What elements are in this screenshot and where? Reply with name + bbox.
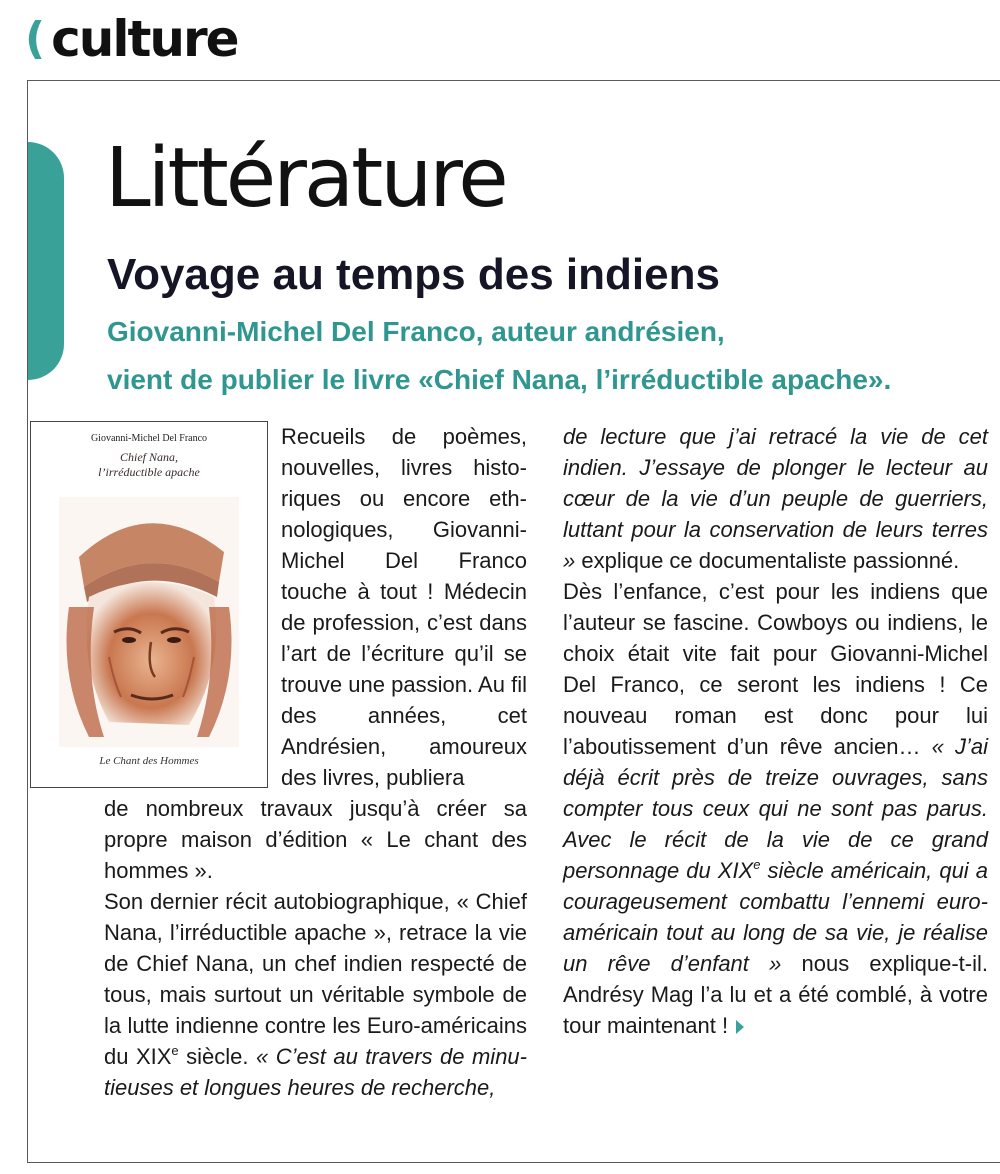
end-of-article-icon: [736, 1020, 744, 1034]
book-cover-author: Giovanni-Michel Del Franco: [90, 433, 208, 444]
body-column-1-top: Recueils de poèmes, nouvelles, livres historiques ou encore ethnologiques, Giovanni-Michel Del Franco touche à tout ! Médecin de profession, c’est dans l’art de l’écriture qu’il se trouve une passion. Au fil des années, cet Andrésien, amoureux des livres, publiera: [281, 424, 527, 790]
decorative-tab: [28, 142, 64, 380]
quote-text: de lecture que j’ai retracé la vie de cet indien. J’essaye de plonger le lecteur au cœur de la vie d’un peuple de guerriers, luttant pour la conservation de leurs terres »: [563, 424, 988, 573]
body-paragraph: de nombreux travaux jusqu’à créer sa propre maison d’édition « Le chant des hommes ».: [104, 796, 527, 883]
body-text: siècle.: [178, 1044, 256, 1069]
body-paragraph: [104, 886, 527, 1103]
book-cover-image: [30, 421, 268, 788]
body-text: explique ce documentaliste passionné.: [575, 548, 960, 573]
body-column-1-bottom: [104, 793, 527, 1103]
body-text: nous explique-t-il. Andrésy Mag l’a lu et a été comblé, à votre tour maintenant !: [563, 951, 988, 1038]
section-title: culture: [51, 10, 238, 68]
book-cover-title-line1: Chief Nana,: [119, 450, 178, 464]
superscript: e: [171, 1043, 179, 1058]
superscript: e: [753, 857, 761, 872]
lede-line-2: vient de publier le livre «Chief Nana, l’irréductible apache».: [107, 364, 892, 395]
section-paren: (: [25, 13, 46, 64]
section-header: [25, 8, 238, 70]
portrait-illustration: [59, 497, 239, 747]
body-paragraph: [563, 576, 988, 1041]
body-text: Son dernier récit autobiographique, « Chief Nana, l’irréductible apache », retrace la vie de Chief Nana, un chef indien respecté de tous, mais surtout un véritable symbole de la lutte indienne contre les Euro-américains du XIX: [104, 889, 527, 1069]
body-text: Dès l’enfance, c’est pour les indiens que l’auteur se fascine. Cowboys ou indiens, le choix était vite fait pour Giovanni-Michel Del Franco, ce seront les indiens ! Ce nouveau roman est donc pour lui l’aboutissement d’un rêve ancien…: [563, 579, 988, 759]
article-category-title: Littérature: [105, 131, 506, 226]
article-headline: Voyage au temps des indiens: [107, 250, 720, 299]
book-cover-title: [31, 450, 267, 480]
lede-line-1: Giovanni-Michel Del Franco, auteur andrésien,: [107, 316, 725, 347]
quote-text: « C’est au travers de minutieuses et longues heures de recherche,: [104, 1044, 527, 1100]
body-column-2: [563, 421, 988, 1041]
body-paragraph: [563, 421, 988, 576]
book-cover-publisher: Le Chant des Hommes: [99, 755, 199, 767]
quote-text: « J’ai déjà écrit près de treize ouvrages, sans compter tous ceux qui ne sont pas parus. Avec le récit de la vie de ce grand personnage du XIX: [563, 734, 989, 883]
quote-text: siècle américain, qui a courageusement combattu l’ennemi euro-américain tout au long de sa vie, je réalise un rêve d’enfant »: [563, 858, 988, 976]
book-cover-title-line2: l’irréductible apache: [98, 465, 200, 479]
